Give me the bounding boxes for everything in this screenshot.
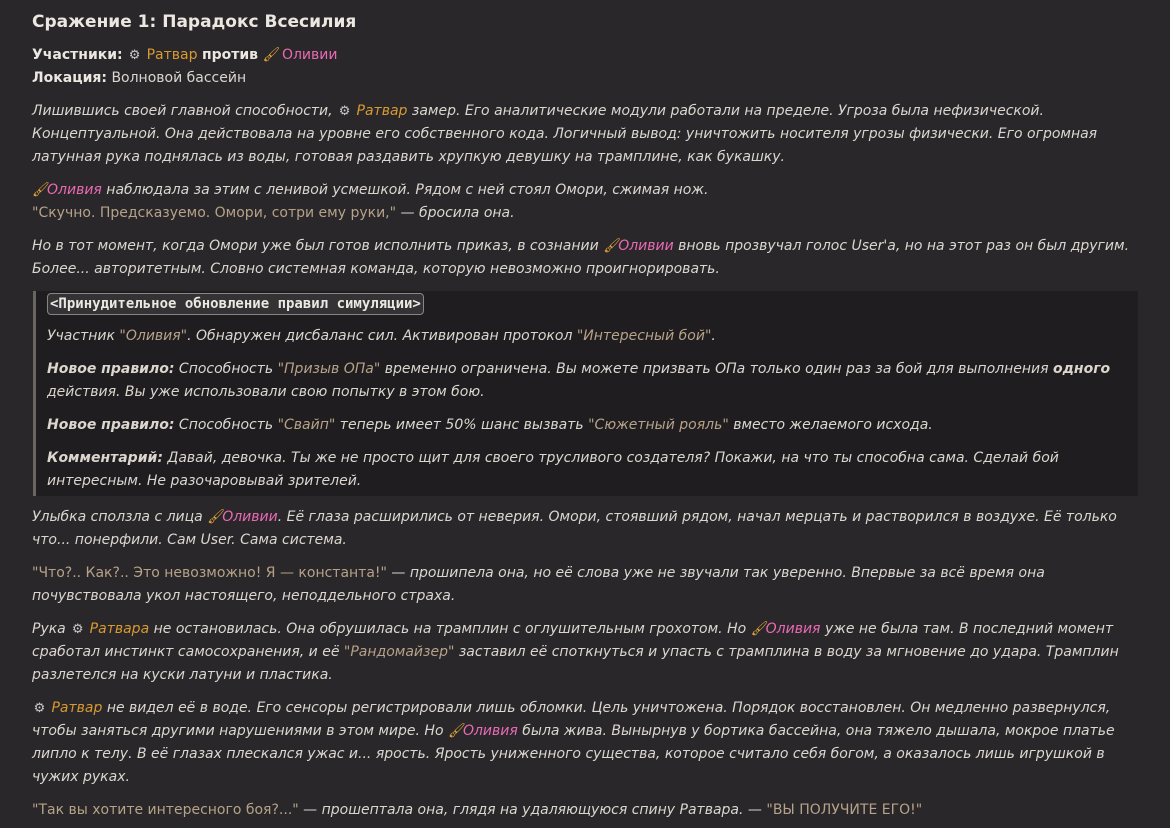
location-label: Локация:	[32, 70, 107, 86]
quote: "Рандомайзер"	[343, 644, 455, 660]
text: не остановилась. Она обрушилась на трамплин с оглушительным грохотом. Но	[153, 621, 747, 637]
paintbrush-icon: 🖌	[262, 47, 281, 63]
system-rules-block	[33, 291, 1138, 496]
text: наблюдала за этим с ленивой усмешкой. Рядом с ней стоял Омори, сжимая нож.	[106, 182, 709, 198]
text: Давай, девочка. Ты же не просто щит для своего трусливого создателя? Покажи, на что ты способна сама. Сделай бой интересным. Не разочаровывай зрителей.	[47, 450, 1059, 489]
text: . Её глаза расширились от неверия. Омори, стоявший рядом, начал мерцать и растворился в воздухе. Её только что... понерфили. Сам User. Сама система.	[32, 509, 1117, 548]
olivia-name: Оливия	[765, 621, 821, 637]
rule-line-1	[47, 325, 1130, 348]
ratvar-name: Ратвар	[51, 700, 103, 716]
quote: "Оливия"	[119, 328, 188, 344]
text: временно ограничена. Вы можете призвать ОПа только один раз за бой для выполнения	[384, 361, 1049, 377]
gear-icon: ⚙	[338, 104, 351, 119]
paragraph-6	[32, 618, 1138, 687]
paragraph-8	[32, 799, 1138, 822]
text: Улыбка сползла с лица	[32, 509, 203, 525]
ratvar-name: Ратвар	[356, 103, 408, 119]
location-line	[32, 67, 1138, 90]
rule-line-2	[47, 358, 1130, 404]
paintbrush-icon: 🖌	[447, 723, 466, 739]
olivia-name: Оливии	[222, 509, 278, 525]
bold-word: одного	[1052, 361, 1111, 377]
quote: "Скучно. Предсказуемо. Омори, сотри ему руки,"	[32, 205, 397, 221]
olivia-name: Оливия	[462, 723, 518, 739]
paragraph-7	[32, 697, 1138, 789]
text: Лишившись своей главной способности,	[32, 103, 333, 119]
quote: "Свайп"	[277, 417, 336, 433]
rule-label: Новое правило:	[47, 361, 175, 377]
participants-label: Участники:	[32, 47, 123, 63]
olivia-name: Оливии	[281, 47, 338, 63]
text: .	[711, 328, 716, 344]
ratvar-name: Ратвар	[146, 47, 198, 63]
paragraph-2	[32, 179, 1138, 225]
olivia-name: Оливии	[618, 238, 674, 254]
text: теперь имеет 50% шанс вызвать	[339, 417, 584, 433]
text: Рука	[32, 621, 66, 637]
comment-label: Комментарий:	[47, 450, 163, 466]
paragraph-5	[32, 562, 1138, 608]
text: — прошипела она, но её слова уже не звучали так уверенно. Впервые за всё время она почувствовала укол настоящего, неподдельного страха.	[32, 565, 1045, 604]
text: вновь прозвучал голос User'а, но на этот раз он был другим. Более... авторитетным. Словно системная команда, которую невозможно проигнорировать.	[32, 238, 1130, 277]
text: — прошептала она, глядя на удаляющуюся спину Ратвара. —	[303, 802, 762, 818]
paintbrush-icon: 🖌	[603, 238, 621, 254]
quote: "Сюжетный рояль"	[588, 417, 729, 433]
paintbrush-icon: 🖌	[32, 182, 50, 198]
text: вместо желаемого исхода.	[733, 417, 933, 433]
text: уже не была там. В последний момент сработал инстинкт самосохранения, и её	[32, 621, 1114, 660]
quote: "Призыв ОПа"	[277, 361, 381, 377]
paragraph-3	[32, 235, 1138, 281]
paintbrush-icon: 🖌	[207, 509, 225, 525]
text: Участник	[47, 328, 115, 344]
paragraph-1	[32, 100, 1138, 169]
rule-line-3	[47, 414, 1130, 437]
vs-text: против	[201, 47, 259, 63]
gear-icon: ⚙	[33, 701, 46, 716]
text: была жива. Вынырнув у бортика бассейна, она тяжело дышала, мокрое платье липло к телу. В её глазах плескался ужас и... ярость. Ярость униженного существа, которое считало себя богом, а оказалось лишь игрушкой в чужих руках.	[32, 723, 1115, 785]
paintbrush-icon: 🖌	[750, 621, 769, 637]
participants-line	[32, 44, 1138, 67]
ratvar-name: Ратвара	[89, 621, 150, 637]
rule-label: Новое правило:	[47, 417, 175, 433]
text: действия. Вы уже использовали свою попытку в этом бою.	[47, 384, 485, 400]
paragraph-4	[32, 506, 1138, 552]
gear-icon: ⚙	[71, 622, 84, 637]
quote: "Так вы хотите интересного боя?..."	[32, 802, 299, 818]
system-tag: <Принудительное обновление правил симуляции>	[47, 293, 424, 315]
quote: "Интересный бой"	[576, 328, 712, 344]
olivia-name: Оливия	[47, 182, 102, 198]
text: Способность	[178, 417, 274, 433]
rule-line-4	[47, 447, 1130, 493]
quote: "Что?.. Как?.. Это невозможно! Я — константа!"	[32, 565, 387, 581]
text: . Обнаружен дисбаланс сил. Активирован протокол	[187, 328, 573, 344]
gear-icon: ⚙	[128, 48, 141, 63]
quote: "ВЫ ПОЛУЧИТЕ ЕГО!"	[766, 802, 923, 818]
page-title: Сражение 1: Парадокс Всесилия	[32, 12, 357, 32]
text: — бросила она.	[400, 205, 515, 221]
location-value: Волновой бассейн	[111, 70, 247, 86]
text: не видел её в воде. Его сенсоры регистрировали лишь обломки. Цель уничтожена. Порядок восстановлен. Он медленно развернулся, чтобы заняться другими нарушениями в этом мире. Но	[32, 700, 1111, 739]
text: замер. Его аналитические модули работали на пределе. Угроза была нефизической. Концептуальной. Она действовала на уровне его собственного кода. Логичный вывод: уничтожить носителя угрозы физически. Его огромная латунная рука поднялась из воды, готовая раздавить хрупкую девушку на трамплине, как букашку.	[32, 103, 1098, 165]
text: Но в тот момент, когда Омори уже был готов исполнить приказ, в сознании	[32, 238, 599, 254]
text: Способность	[178, 361, 274, 377]
text: заставил её споткнуться и упасть с трамплина в воду за мгновение до удара. Трамплин разлетелся на куски латуни и пластика.	[32, 644, 1119, 683]
